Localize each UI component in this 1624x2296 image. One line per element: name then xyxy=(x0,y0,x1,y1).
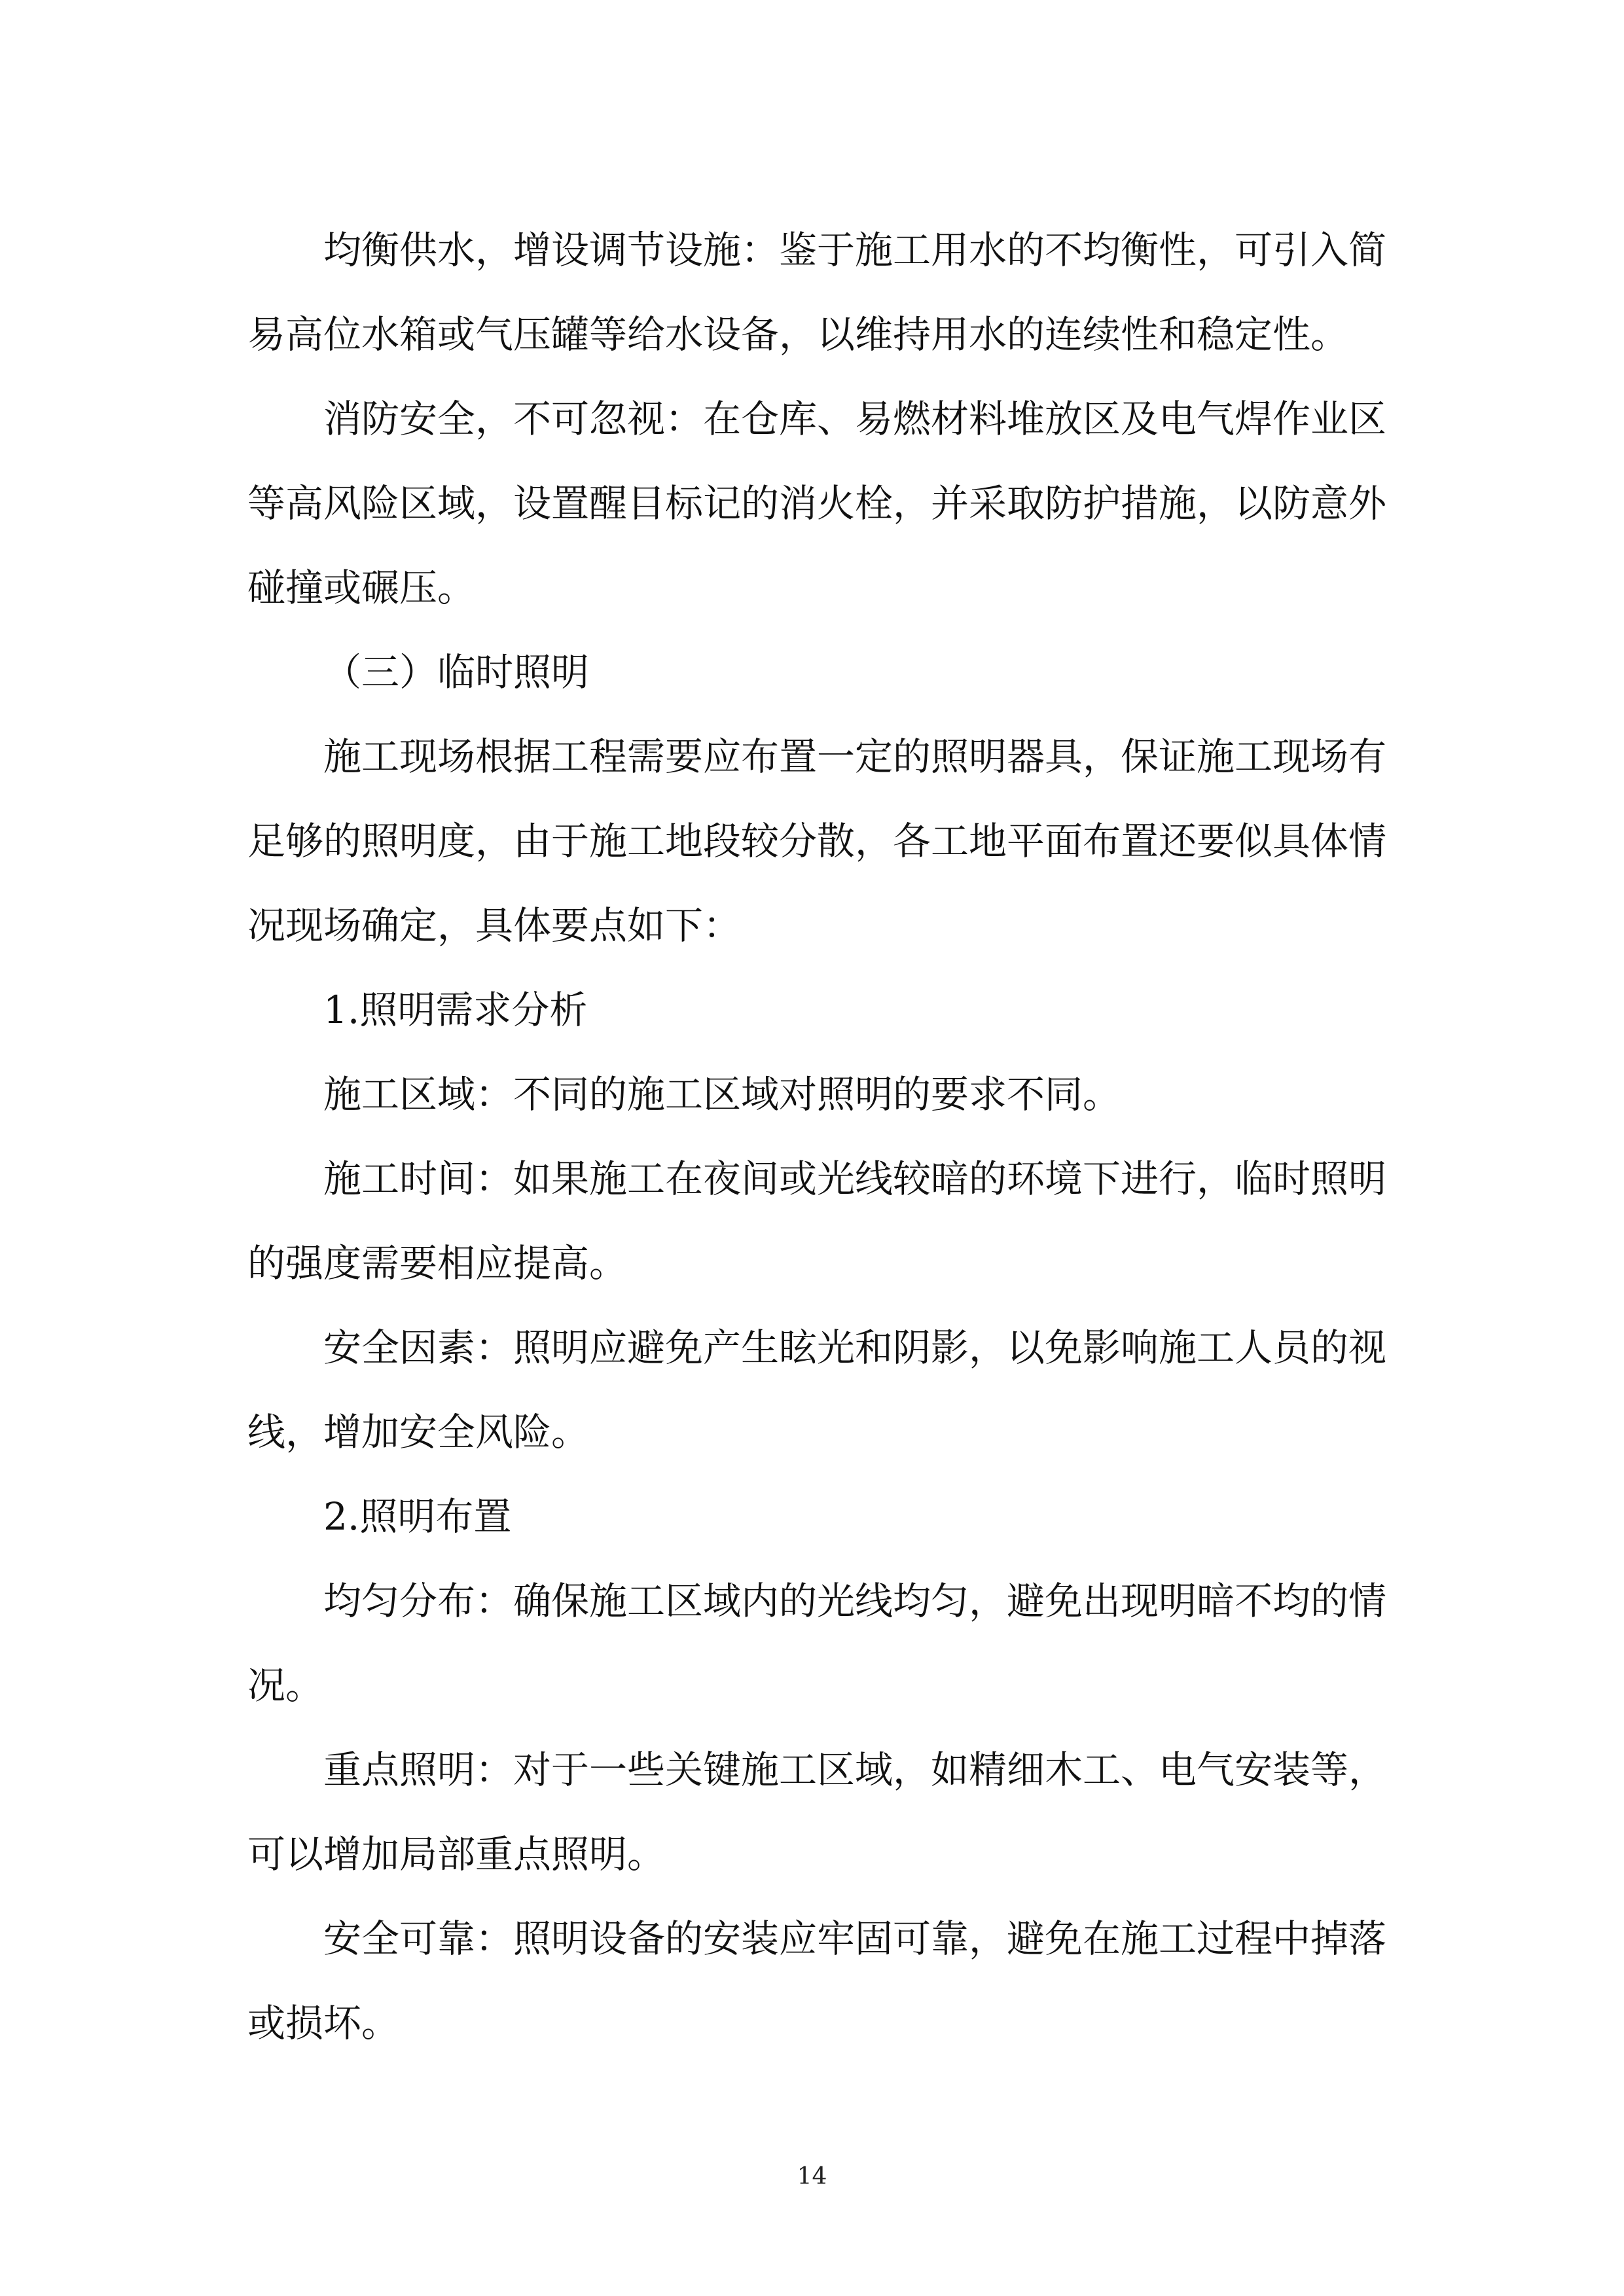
text-line: 况。 xyxy=(247,1663,324,1708)
text-line: 足够的照明度，由于施工地段较分散，各工地平面布置还要似具体情 xyxy=(247,819,1387,863)
text-line: 况现场确定，具体要点如下： xyxy=(247,903,742,948)
text-line: 线，增加安全风险。 xyxy=(247,1410,590,1454)
text-line: 或损坏。 xyxy=(247,2001,400,2045)
text-line: 施工现场根据工程需要应布置一定的照明器具，保证施工现场有 xyxy=(323,734,1387,779)
text-line: 的强度需要相应提高。 xyxy=(247,1241,628,1285)
text-line: 均匀分布：确保施工区域内的光线均匀，避免出现明暗不均的情 xyxy=(323,1579,1387,1623)
text-line: 碰撞或碾压。 xyxy=(247,565,476,610)
text-line: 可以增加局部重点照明。 xyxy=(247,1832,666,1876)
subsection-heading: 2.照明布置 xyxy=(323,1494,512,1539)
text-line: 施工区域：不同的施工区域对照明的要求不同。 xyxy=(323,1072,1121,1117)
text-line: 重点照明：对于一些关键施工区域，如精细木工、电气安装等， xyxy=(323,1748,1387,1792)
text-line: 安全因素：照明应避免产生眩光和阴影，以免影响施工人员的视 xyxy=(323,1325,1387,1370)
subsection-heading: 1.照明需求分析 xyxy=(323,988,588,1032)
text-line: 安全可靠：照明设备的安装应牢固可靠，避免在施工过程中掉落 xyxy=(323,1916,1387,1961)
text-line: 均衡供水，增设调节设施：鉴于施工用水的不均衡性，可引入简 xyxy=(323,228,1387,272)
page-number: 14 xyxy=(797,2163,827,2190)
body-text xyxy=(247,208,1387,2066)
text-line: 易高位水箱或气压罐等给水设备，以维持用水的连续性和稳定性。 xyxy=(247,312,1349,357)
text-line: 等高风险区域，设置醒目标记的消火栓，并采取防护措施，以防意外 xyxy=(247,481,1387,526)
section-heading: （三）临时照明 xyxy=(323,650,590,694)
text-line: 施工时间：如果施工在夜间或光线较暗的环境下进行，临时照明 xyxy=(323,1157,1387,1201)
text-line: 消防安全，不可忽视：在仓库、易燃材料堆放区及电气焊作业区 xyxy=(323,397,1387,441)
